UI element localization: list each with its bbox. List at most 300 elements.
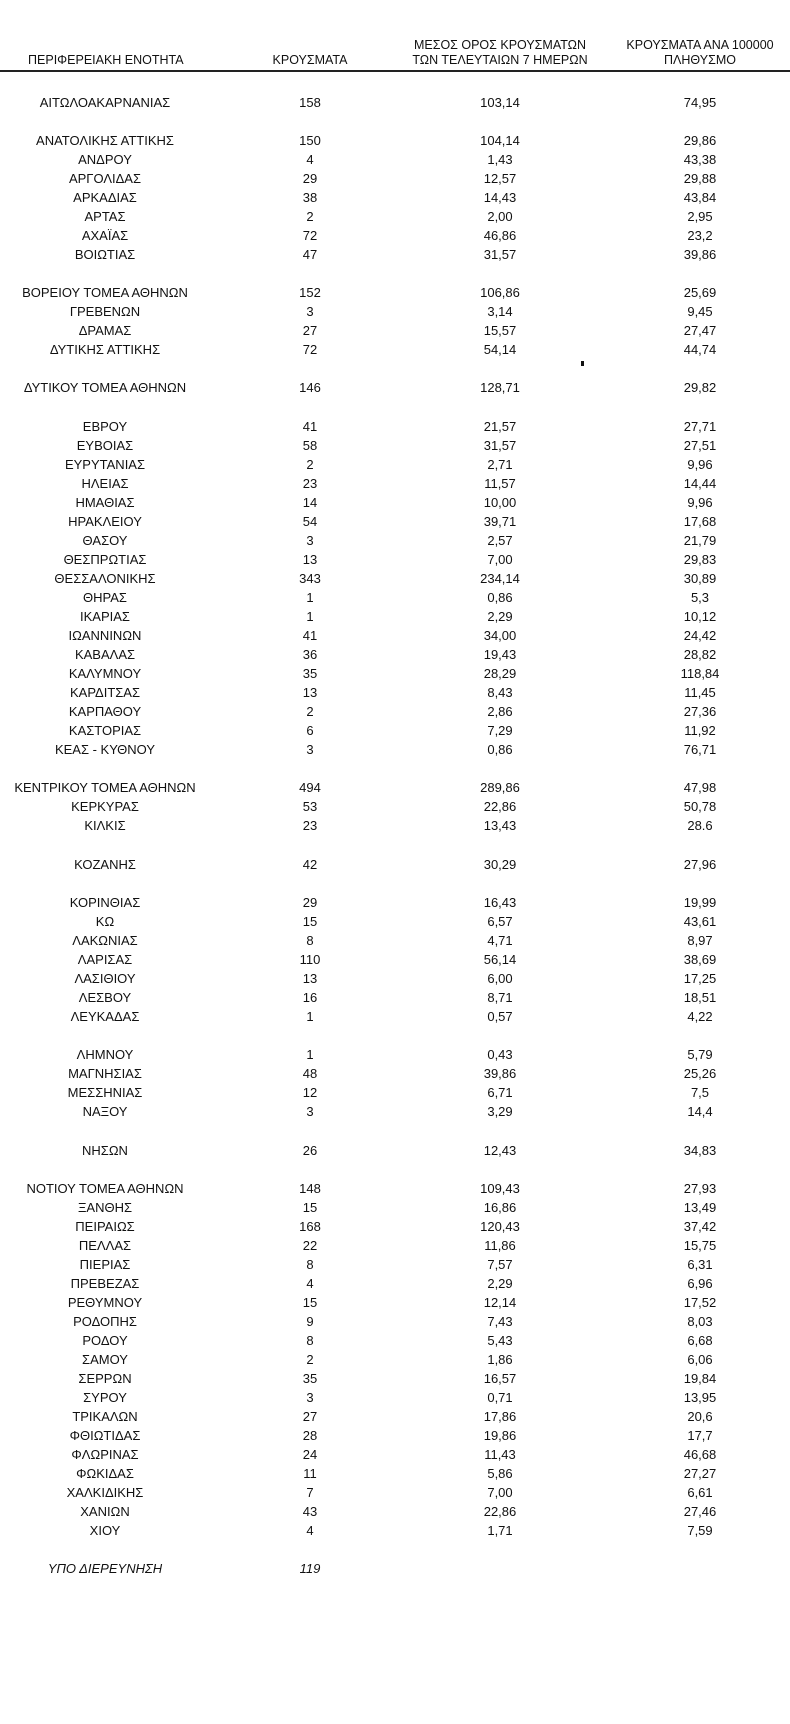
table-row bbox=[0, 1560, 790, 1578]
cases-cell: 26 bbox=[302, 1143, 318, 1158]
region-cell: ΝΟΤΙΟΥ ΤΟΜΕΑ ΑΘΗΝΩΝ bbox=[26, 1181, 184, 1196]
region-cell: ΡΕΘΥΜΝΟΥ bbox=[67, 1295, 143, 1310]
average-cell: 56,14 bbox=[483, 952, 517, 967]
per-100000-cell: 74,95 bbox=[683, 95, 717, 110]
per-100000-cell: 37,42 bbox=[683, 1219, 717, 1234]
per-100000-cell: 46,68 bbox=[683, 1447, 717, 1462]
per-100000-cell: 9,96 bbox=[687, 457, 713, 472]
region-cell: ΑΡΓΟΛΙΔΑΣ bbox=[68, 171, 142, 186]
region-cell: ΣΑΜΟΥ bbox=[82, 1352, 128, 1367]
table-row bbox=[0, 932, 790, 950]
average-cell: 15,57 bbox=[483, 323, 517, 338]
cases-cell: 8 bbox=[306, 1333, 314, 1348]
average-cell: 106,86 bbox=[480, 285, 520, 300]
table-row bbox=[0, 227, 790, 245]
region-cell: ΚΑΡΔΙΤΣΑΣ bbox=[69, 685, 141, 700]
average-cell: 2,71 bbox=[487, 457, 513, 472]
cases-cell: 8 bbox=[306, 1257, 314, 1272]
table-row bbox=[0, 1237, 790, 1255]
region-cell: ΠΕΙΡΑΙΩΣ bbox=[75, 1219, 135, 1234]
per-100000-cell: 6,31 bbox=[687, 1257, 713, 1272]
table-row bbox=[0, 1065, 790, 1083]
per-100000-cell: 43,61 bbox=[683, 914, 717, 929]
table-row bbox=[0, 1332, 790, 1350]
cases-cell: 72 bbox=[302, 228, 318, 243]
table-row bbox=[0, 741, 790, 759]
average-cell: 1,43 bbox=[487, 152, 513, 167]
cases-cell: 119 bbox=[299, 1561, 321, 1576]
region-cell: ΝΗΣΩΝ bbox=[82, 1143, 128, 1158]
cases-cell: 3 bbox=[306, 1390, 314, 1405]
cases-cell: 35 bbox=[302, 666, 318, 681]
cases-cell: 2 bbox=[306, 704, 314, 719]
per-100000-cell: 24,42 bbox=[683, 628, 717, 643]
table-row bbox=[0, 132, 790, 150]
average-cell: 5,86 bbox=[487, 1466, 513, 1481]
header-7day-average bbox=[400, 38, 600, 68]
average-cell: 22,86 bbox=[483, 799, 517, 814]
per-100000-cell: 11,92 bbox=[684, 723, 716, 738]
average-cell: 0,57 bbox=[487, 1009, 513, 1024]
table-row bbox=[0, 532, 790, 550]
average-cell: 109,43 bbox=[480, 1181, 520, 1196]
region-cell: ΚΕΑΣ - ΚΥΘΝΟΥ bbox=[54, 742, 156, 757]
per-100000-cell: 34,83 bbox=[683, 1143, 717, 1158]
per-100000-cell: 19,84 bbox=[683, 1371, 717, 1386]
header-divider bbox=[0, 70, 790, 72]
cases-cell: 13 bbox=[302, 685, 318, 700]
table-row bbox=[0, 1370, 790, 1388]
region-cell: ΒΟΙΩΤΙΑΣ bbox=[74, 247, 136, 262]
cases-cell: 14 bbox=[302, 495, 318, 510]
header-region bbox=[28, 53, 188, 68]
table-row bbox=[0, 646, 790, 664]
cases-cell: 48 bbox=[302, 1066, 318, 1081]
average-cell: 21,57 bbox=[483, 419, 517, 434]
cases-cell: 168 bbox=[299, 1219, 321, 1234]
table-row bbox=[0, 1503, 790, 1521]
average-cell: 30,29 bbox=[483, 857, 517, 872]
table-row bbox=[0, 151, 790, 169]
region-cell: ΛΗΜΝΟΥ bbox=[76, 1047, 134, 1062]
header-avg-line1: ΜΕΣΟΣ ΟΡΟΣ ΚΡΟΥΣΜΑΤΩΝ bbox=[413, 38, 587, 52]
average-cell: 39,86 bbox=[483, 1066, 517, 1081]
per-100000-cell: 27,51 bbox=[683, 438, 717, 453]
region-cell: ΧΑΝΙΩΝ bbox=[80, 1504, 130, 1519]
table-row bbox=[0, 341, 790, 359]
table-row bbox=[0, 1142, 790, 1160]
header-cases-per-100000 bbox=[600, 38, 790, 68]
average-cell: 3,29 bbox=[487, 1104, 513, 1119]
per-100000-cell: 27,46 bbox=[683, 1504, 717, 1519]
average-cell: 12,43 bbox=[483, 1143, 517, 1158]
region-cell: ΠΕΛΛΑΣ bbox=[78, 1238, 132, 1253]
cases-cell: 28 bbox=[302, 1428, 318, 1443]
region-cell: ΔΥΤΙΚΟΥ ΤΟΜΕΑ ΑΘΗΝΩΝ bbox=[23, 380, 187, 395]
region-cell: ΑΡΤΑΣ bbox=[84, 209, 126, 224]
region-cell: ΤΡΙΚΑΛΩΝ bbox=[72, 1409, 138, 1424]
cases-cell: 1 bbox=[306, 1047, 314, 1062]
average-cell: 3,14 bbox=[487, 304, 513, 319]
table-row bbox=[0, 1294, 790, 1312]
cases-cell: 150 bbox=[299, 133, 321, 148]
region-cell: ΘΕΣΣΑΛΟΝΙΚΗΣ bbox=[54, 571, 156, 586]
table-row bbox=[0, 1084, 790, 1102]
per-100000-cell: 6,96 bbox=[687, 1276, 713, 1291]
per-100000-cell: 14,44 bbox=[683, 476, 717, 491]
table-row bbox=[0, 1446, 790, 1464]
average-cell: 1,86 bbox=[487, 1352, 513, 1367]
cases-cell: 343 bbox=[299, 571, 321, 586]
average-cell: 6,57 bbox=[487, 914, 513, 929]
table-row bbox=[0, 608, 790, 626]
average-cell: 31,57 bbox=[483, 438, 517, 453]
cases-cell: 54 bbox=[302, 514, 318, 529]
average-cell: 11,43 bbox=[484, 1447, 516, 1462]
average-cell: 16,57 bbox=[483, 1371, 517, 1386]
average-cell: 12,57 bbox=[483, 171, 517, 186]
cases-cell: 16 bbox=[302, 990, 318, 1005]
table-row bbox=[0, 1199, 790, 1217]
per-100000-cell: 30,89 bbox=[683, 571, 717, 586]
cases-cell: 13 bbox=[302, 552, 318, 567]
table-row bbox=[0, 989, 790, 1007]
cases-cell: 12 bbox=[302, 1085, 318, 1100]
table-row bbox=[0, 475, 790, 493]
per-100000-cell: 9,96 bbox=[687, 495, 713, 510]
average-cell: 7,29 bbox=[487, 723, 513, 738]
table-row bbox=[0, 1522, 790, 1540]
table-row bbox=[0, 951, 790, 969]
region-cell: ΔΡΑΜΑΣ bbox=[78, 323, 132, 338]
cases-cell: 8 bbox=[306, 933, 314, 948]
per-100000-cell: 27,71 bbox=[683, 419, 717, 434]
average-cell: 11,57 bbox=[484, 476, 516, 491]
table-row bbox=[0, 1218, 790, 1236]
region-cell: ΚΩ bbox=[95, 914, 115, 929]
average-cell: 2,57 bbox=[487, 533, 513, 548]
cases-cell: 23 bbox=[302, 476, 318, 491]
per-100000-cell: 6,06 bbox=[687, 1352, 713, 1367]
table-row bbox=[0, 303, 790, 321]
region-cell: ΡΟΔΟΥ bbox=[82, 1333, 128, 1348]
region-cell: ΚΑΛΥΜΝΟΥ bbox=[68, 666, 142, 681]
table-row bbox=[0, 665, 790, 683]
cases-cell: 72 bbox=[302, 342, 318, 357]
average-cell: 4,71 bbox=[487, 933, 513, 948]
average-cell: 6,71 bbox=[487, 1085, 513, 1100]
table-row bbox=[0, 1484, 790, 1502]
average-cell: 103,14 bbox=[480, 95, 520, 110]
region-cell: ΚΑΒΑΛΑΣ bbox=[74, 647, 136, 662]
per-100000-cell: 17,68 bbox=[683, 514, 717, 529]
table-row bbox=[0, 1256, 790, 1274]
per-100000-cell: 43,84 bbox=[683, 190, 717, 205]
header-per-line2: ΠΛΗΘΥΣΜΟ bbox=[664, 53, 736, 67]
average-cell: 104,14 bbox=[480, 133, 520, 148]
per-100000-cell: 25,69 bbox=[683, 285, 717, 300]
per-100000-cell: 28.6 bbox=[687, 818, 713, 833]
region-cell: ΚΟΖΑΝΗΣ bbox=[74, 857, 136, 872]
average-cell: 7,43 bbox=[487, 1314, 513, 1329]
cases-cell: 148 bbox=[299, 1181, 321, 1196]
cases-cell: 38 bbox=[302, 190, 318, 205]
table-row bbox=[0, 456, 790, 474]
table-row bbox=[0, 1427, 790, 1445]
region-cell: ΙΚΑΡΙΑΣ bbox=[80, 609, 130, 624]
average-cell: 0,86 bbox=[487, 742, 513, 757]
table-row bbox=[0, 627, 790, 645]
average-cell: 0,86 bbox=[487, 590, 513, 605]
per-100000-cell: 4,22 bbox=[687, 1009, 713, 1024]
table-row bbox=[0, 418, 790, 436]
region-cell: ΕΥΒΟΙΑΣ bbox=[76, 438, 134, 453]
cases-cell: 1 bbox=[306, 1009, 314, 1024]
cases-cell: 58 bbox=[302, 438, 318, 453]
table-row bbox=[0, 551, 790, 569]
average-cell: 22,86 bbox=[483, 1504, 517, 1519]
region-cell: ΣΥΡΟΥ bbox=[83, 1390, 127, 1405]
cases-cell: 15 bbox=[302, 1200, 318, 1215]
cases-cell: 1 bbox=[306, 609, 314, 624]
cases-cell: 41 bbox=[302, 419, 318, 434]
cases-cell: 29 bbox=[302, 171, 318, 186]
average-cell: 19,86 bbox=[483, 1428, 517, 1443]
cases-cell: 36 bbox=[302, 647, 318, 662]
per-100000-cell: 23,2 bbox=[687, 228, 713, 243]
average-cell: 8,43 bbox=[487, 685, 513, 700]
cases-cell: 3 bbox=[306, 533, 314, 548]
per-100000-cell: 76,71 bbox=[683, 742, 717, 757]
table-row bbox=[0, 494, 790, 512]
table-row bbox=[0, 170, 790, 188]
table-row bbox=[0, 322, 790, 340]
average-cell: 7,00 bbox=[487, 1485, 513, 1500]
table-row bbox=[0, 589, 790, 607]
per-100000-cell: 39,86 bbox=[683, 247, 717, 262]
average-cell: 7,00 bbox=[487, 552, 513, 567]
average-cell: 16,86 bbox=[483, 1200, 517, 1215]
region-cell: ΛΕΥΚΑΔΑΣ bbox=[70, 1009, 140, 1024]
cases-cell: 3 bbox=[306, 1104, 314, 1119]
per-100000-cell: 27,27 bbox=[683, 1466, 717, 1481]
per-100000-cell: 8,03 bbox=[687, 1314, 713, 1329]
cases-cell: 41 bbox=[302, 628, 318, 643]
average-cell: 6,00 bbox=[487, 971, 513, 986]
region-cell: ΧΙΟΥ bbox=[89, 1523, 121, 1538]
average-cell: 1,71 bbox=[487, 1523, 513, 1538]
region-cell: ΗΜΑΘΙΑΣ bbox=[75, 495, 135, 510]
table-row bbox=[0, 1008, 790, 1026]
region-cell: ΗΡΑΚΛΕΙΟΥ bbox=[68, 514, 142, 529]
region-cell: ΑΧΑΪΑΣ bbox=[81, 228, 129, 243]
region-cell: ΔΥΤΙΚΗΣ ΑΤΤΙΚΗΣ bbox=[49, 342, 161, 357]
cases-cell: 11 bbox=[303, 1466, 317, 1481]
per-100000-cell: 8,97 bbox=[687, 933, 713, 948]
cases-cell: 494 bbox=[299, 780, 321, 795]
region-cell: ΜΕΣΣΗΝΙΑΣ bbox=[67, 1085, 143, 1100]
cases-cell: 23 bbox=[302, 818, 318, 833]
cases-cell: 2 bbox=[306, 1352, 314, 1367]
per-100000-cell: 5,3 bbox=[690, 590, 710, 605]
cases-cell: 22 bbox=[302, 1238, 318, 1253]
average-cell: 8,71 bbox=[487, 990, 513, 1005]
per-100000-cell: 6,61 bbox=[687, 1485, 713, 1500]
cases-cell: 158 bbox=[299, 95, 321, 110]
average-cell: 28,29 bbox=[483, 666, 517, 681]
average-cell: 34,00 bbox=[483, 628, 517, 643]
region-cell: ΕΒΡΟΥ bbox=[82, 419, 128, 434]
region-cell: ΗΛΕΙΑΣ bbox=[81, 476, 129, 491]
average-cell: 14,43 bbox=[483, 190, 517, 205]
region-cell: ΦΩΚΙΔΑΣ bbox=[76, 1466, 134, 1481]
average-cell: 39,71 bbox=[483, 514, 517, 529]
per-100000-cell: 28,82 bbox=[683, 647, 717, 662]
region-cell: ΚΙΛΚΙΣ bbox=[84, 818, 126, 833]
table-row bbox=[0, 284, 790, 302]
table-row bbox=[0, 817, 790, 835]
per-100000-cell: 27,47 bbox=[683, 323, 717, 338]
region-cell: ΘΕΣΠΡΩΤΙΑΣ bbox=[63, 552, 147, 567]
region-cell: ΛΑΡΙΣΑΣ bbox=[77, 952, 133, 967]
cases-cell: 53 bbox=[302, 799, 318, 814]
cases-cell: 2 bbox=[306, 209, 314, 224]
region-cell: ΚΑΣΤΟΡΙΑΣ bbox=[68, 723, 142, 738]
region-cell: ΝΑΞΟΥ bbox=[82, 1104, 128, 1119]
cases-cell: 29 bbox=[302, 895, 318, 910]
table-row bbox=[0, 856, 790, 874]
header-avg-line2: ΤΩΝ ΤΕΛΕΥΤΑΙΩΝ 7 ΗΜΕΡΩΝ bbox=[412, 53, 588, 67]
per-100000-cell: 27,93 bbox=[683, 1181, 717, 1196]
region-cell: ΦΘΙΩΤΙΔΑΣ bbox=[69, 1428, 141, 1443]
cases-cell: 4 bbox=[306, 1276, 314, 1291]
region-cell: ΑΝΑΤΟΛΙΚΗΣ ΑΤΤΙΚΗΣ bbox=[36, 133, 174, 148]
per-100000-cell: 29,88 bbox=[683, 171, 717, 186]
region-cell: ΛΑΚΩΝΙΑΣ bbox=[72, 933, 138, 948]
region-cell: ΚΟΡΙΝΘΙΑΣ bbox=[69, 895, 141, 910]
header-region-label: ΠΕΡΙΦΕΡΕΙΑΚΗ ΕΝΟΤΗΤΑ bbox=[28, 53, 184, 67]
region-cell: ΠΡΕΒΕΖΑΣ bbox=[70, 1276, 140, 1291]
table-row bbox=[0, 1408, 790, 1426]
table-row bbox=[0, 970, 790, 988]
cases-cell: 110 bbox=[299, 952, 321, 967]
region-cell: ΙΩΑΝΝΙΝΩΝ bbox=[68, 628, 142, 643]
average-cell: 2,00 bbox=[487, 209, 513, 224]
average-cell: 2,29 bbox=[487, 609, 513, 624]
per-100000-cell: 2,95 bbox=[687, 209, 713, 224]
per-100000-cell: 5,79 bbox=[687, 1047, 713, 1062]
region-cell: ΧΑΛΚΙΔΙΚΗΣ bbox=[66, 1485, 144, 1500]
cases-cell: 7 bbox=[306, 1485, 314, 1500]
region-cell: ΚΕΝΤΡΙΚΟΥ ΤΟΜΕΑ ΑΘΗΝΩΝ bbox=[14, 780, 196, 795]
per-100000-cell: 21,79 bbox=[683, 533, 717, 548]
region-cell: ΓΡΕΒΕΝΩΝ bbox=[69, 304, 141, 319]
table-row bbox=[0, 684, 790, 702]
table-row bbox=[0, 208, 790, 226]
region-cell: ΘΗΡΑΣ bbox=[83, 590, 127, 605]
average-cell: 13,43 bbox=[483, 818, 517, 833]
table-row bbox=[0, 1389, 790, 1407]
per-100000-cell: 19,99 bbox=[683, 895, 717, 910]
cases-cell: 27 bbox=[302, 323, 318, 338]
region-cell: ΡΟΔΟΠΗΣ bbox=[73, 1314, 137, 1329]
average-cell: 46,86 bbox=[483, 228, 517, 243]
region-cell: ΚΑΡΠΑΘΟΥ bbox=[68, 704, 142, 719]
region-cell: ΕΥΡΥΤΑΝΙΑΣ bbox=[64, 457, 146, 472]
per-100000-cell: 44,74 bbox=[683, 342, 717, 357]
cases-cell: 42 bbox=[302, 857, 318, 872]
average-cell: 234,14 bbox=[480, 571, 520, 586]
cases-cell: 146 bbox=[299, 380, 321, 395]
region-cell: ΥΠΟ ΔΙΕΡΕΥΝΗΣΗ bbox=[47, 1561, 163, 1576]
average-cell: 0,71 bbox=[487, 1390, 513, 1405]
cases-cell: 15 bbox=[302, 1295, 318, 1310]
per-100000-cell: 38,69 bbox=[683, 952, 717, 967]
cases-cell: 43 bbox=[302, 1504, 318, 1519]
region-cell: ΞΑΝΘΗΣ bbox=[77, 1200, 133, 1215]
per-100000-cell: 17,52 bbox=[683, 1295, 717, 1310]
table-row bbox=[0, 1313, 790, 1331]
per-100000-cell: 50,78 bbox=[683, 799, 717, 814]
region-cell: ΣΕΡΡΩΝ bbox=[78, 1371, 132, 1386]
average-cell: 17,86 bbox=[483, 1409, 517, 1424]
region-cell: ΘΑΣΟΥ bbox=[82, 533, 128, 548]
average-cell: 0,43 bbox=[487, 1047, 513, 1062]
table-row bbox=[0, 1351, 790, 1369]
cases-cell: 4 bbox=[306, 1523, 314, 1538]
per-100000-cell: 7,5 bbox=[690, 1085, 710, 1100]
per-100000-cell: 20,6 bbox=[687, 1409, 713, 1424]
table-row bbox=[0, 1465, 790, 1483]
average-cell: 54,14 bbox=[483, 342, 517, 357]
table-row bbox=[0, 513, 790, 531]
per-100000-cell: 9,45 bbox=[687, 304, 713, 319]
per-100000-cell: 14,4 bbox=[687, 1104, 713, 1119]
per-100000-cell: 29,83 bbox=[683, 552, 717, 567]
per-100000-cell: 29,86 bbox=[683, 133, 717, 148]
per-100000-cell: 11,45 bbox=[684, 685, 716, 700]
cases-cell: 24 bbox=[302, 1447, 318, 1462]
table-row bbox=[0, 379, 790, 397]
per-100000-cell: 7,59 bbox=[687, 1523, 713, 1538]
table-row bbox=[0, 570, 790, 588]
cases-cell: 6 bbox=[306, 723, 314, 738]
per-100000-cell: 118,84 bbox=[680, 666, 720, 681]
table-row bbox=[0, 94, 790, 112]
region-cell: ΒΟΡΕΙΟΥ ΤΟΜΕΑ ΑΘΗΝΩΝ bbox=[22, 285, 188, 300]
table-row bbox=[0, 1103, 790, 1121]
header-per-line1: ΚΡΟΥΣΜΑΤΑ ΑΝΑ 100000 bbox=[626, 38, 774, 52]
cases-cell: 15 bbox=[302, 914, 318, 929]
table-row bbox=[0, 437, 790, 455]
table-row bbox=[0, 798, 790, 816]
average-cell: 11,86 bbox=[484, 1238, 516, 1253]
per-100000-cell: 13,95 bbox=[683, 1390, 717, 1405]
per-100000-cell: 10,12 bbox=[683, 609, 717, 624]
per-100000-cell: 6,68 bbox=[687, 1333, 713, 1348]
cases-cell: 1 bbox=[306, 590, 314, 605]
cases-cell: 2 bbox=[306, 457, 314, 472]
average-cell: 10,00 bbox=[483, 495, 517, 510]
per-100000-cell: 17,7 bbox=[687, 1428, 713, 1443]
per-100000-cell: 27,36 bbox=[683, 704, 717, 719]
per-100000-cell: 15,75 bbox=[683, 1238, 717, 1253]
average-cell: 289,86 bbox=[480, 780, 520, 795]
header-cases bbox=[252, 53, 368, 68]
average-cell: 7,57 bbox=[487, 1257, 513, 1272]
average-cell: 2,29 bbox=[487, 1276, 513, 1291]
table-row bbox=[0, 779, 790, 797]
